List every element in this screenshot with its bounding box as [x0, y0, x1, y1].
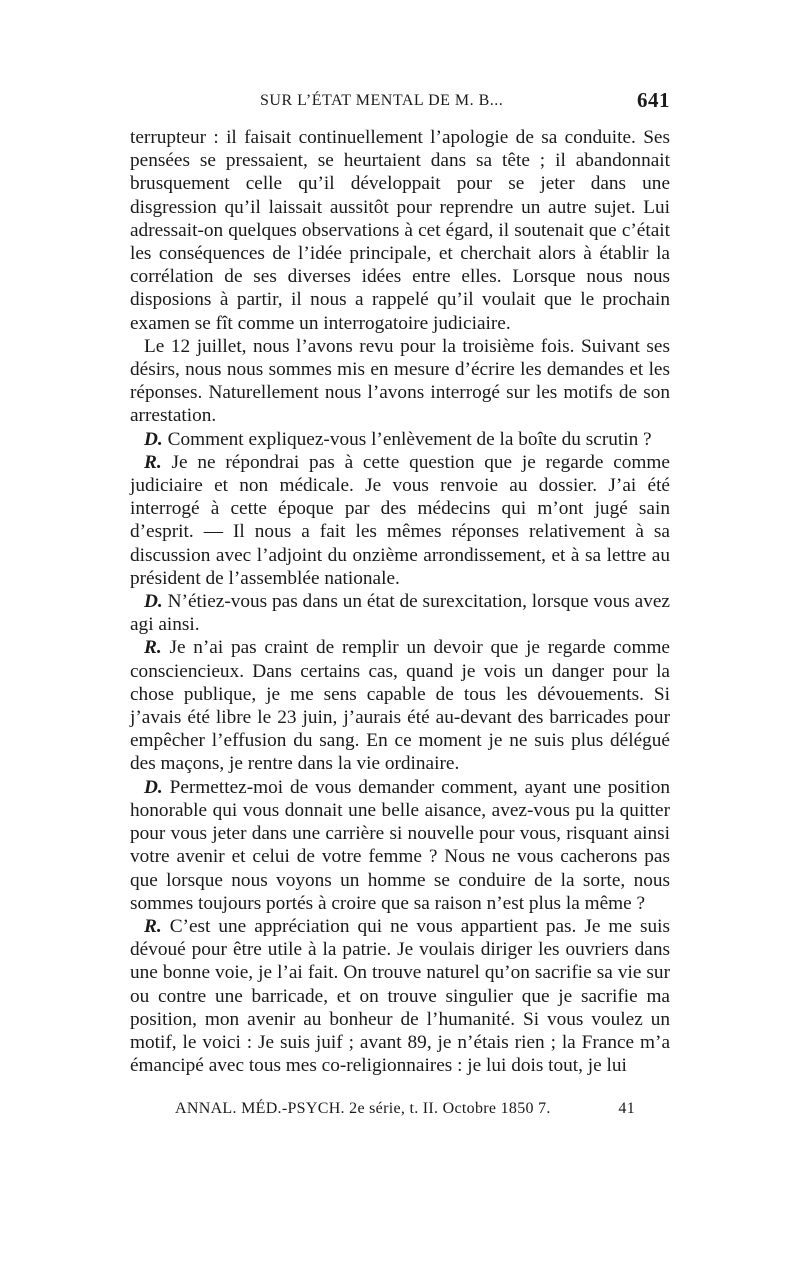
question-paragraph	[130, 776, 670, 915]
paragraph-text: N’étiez-vous pas dans un état de surexcitation, lorsque vous avez agi ainsi.	[130, 591, 670, 636]
answer-paragraph	[130, 451, 670, 590]
question-paragraph	[130, 428, 670, 451]
paragraph-text: Je ne répondrai pas à cette question que je regarde comme judiciaire et non médicale. Je vous renvoie au dossier. J’ai été interrogé à cette époque par des médecins qui m’ont jugé sain d’esprit. — Il nous a fait les mêmes réponses relativement à sa discussion avec l’adjoint du onzième arrondissement, et à sa lettre au président de l’assemblée nationale.	[130, 451, 670, 589]
page-footer	[175, 1100, 635, 1118]
question-paragraph	[130, 590, 670, 636]
speaker-label: D.	[144, 428, 163, 450]
speaker-label: D.	[144, 591, 163, 613]
answer-paragraph	[130, 915, 670, 1077]
paragraph-text: Le 12 juillet, nous l’avons revu pour la troisième fois. Suivant ses désirs, nous nous sommes mis en mesure d’écrire les demandes et les réponses. Naturellement nous l’avons interrogé sur les motifs de son arrestation.	[130, 335, 670, 427]
page-number: 641	[637, 88, 670, 112]
document-page	[130, 88, 670, 1077]
running-title: SUR L’ÉTAT MENTAL DE M. B...	[260, 92, 504, 109]
answer-paragraph	[130, 636, 670, 775]
printer-signature: ANNAL. MÉD.-PSYCH. 2e série, t. II. Octobre 1850 7.	[175, 1100, 551, 1117]
body-text	[130, 126, 670, 1077]
speaker-label: R.	[144, 451, 162, 473]
paragraph-text: Permettez-moi de vous demander comment, ayant une position honorable qui vous donnait une belle aisance, avez-vous pu la quitter pour vous jeter dans une carrière si nouvelle pour vous, risquant ainsi votre avenir et celui de votre femme ? Nous ne vous cacherons pas que lorsque nous voyons un homme se conduire de la sorte, nous sommes toujours portés à croire que sa raison n’est plus la même ?	[130, 776, 670, 914]
signature-number: 41	[618, 1100, 635, 1117]
speaker-label: R.	[144, 637, 162, 659]
paragraph-text: Je n’ai pas craint de remplir un devoir que je regarde comme consciencieux. Dans certains cas, quand je vois un danger pour la chose publique, je me sens capable de tous les dévouements. Si j’avais été libre le 23 juin, j’aurais été au-devant des barricades pour empêcher l’effusion du sang. En ce moment je ne suis plus délégué des maçons, je rentre dans la vie ordinaire.	[130, 637, 670, 775]
paragraph-text: terrupteur : il faisait continuellement l’apologie de sa conduite. Ses pensées se pressaient, se heurtaient dans sa tête ; il abandonnait brusquement celle qu’il développait pour se jeter dans une disgression qu’il laissait aussitôt pour reprendre un autre sujet. Lui adressait-on quelques observations à cet égard, il soutenait que c’était les conséquences de l’idée principale, et cherchait alors à établir la corrélation de ses diverses idées entre elles. Lorsque nous nous disposions à partir, il nous a rappelé qu’il voulait que le prochain examen se fît comme un interrogatoire judiciaire.	[130, 127, 670, 334]
speaker-label: R.	[144, 915, 162, 937]
paragraph	[130, 126, 670, 335]
paragraph	[130, 335, 670, 428]
page-header	[130, 88, 670, 120]
paragraph-text: C’est une appréciation qui ne vous appartient pas. Je me suis dévoué pour être utile à la patrie. Je voulais diriger les ouvriers dans une bonne voie, je l’ai fait. On trouve naturel qu’on sacrifie sa vie sur ou contre une barricade, et on trouve singulier que je sacrifie ma position, mon avenir au bonheur de l’humanité. Si vous voulez un motif, le voici : Je suis juif ; avant 89, je n’étais rien ; la France m’a émancipé avec tous mes co-religionnaires : je lui dois tout, je lui	[130, 915, 670, 1077]
paragraph-text: Comment expliquez-vous l’enlèvement de la boîte du scrutin ?	[167, 428, 652, 450]
speaker-label: D.	[144, 776, 163, 798]
